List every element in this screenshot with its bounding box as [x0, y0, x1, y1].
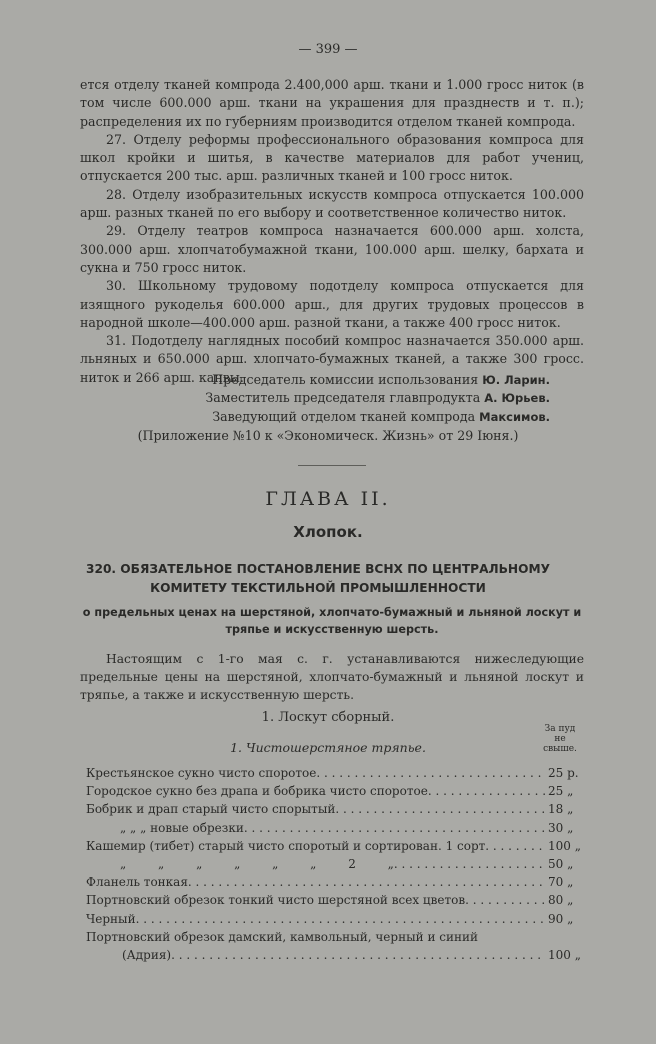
price-row — [86, 855, 598, 873]
decree-title: 320. ОБЯЗАТЕЛЬНОЕ ПОСТАНОВЛЕНИЕ ВСНХ ПО ЦЕНТРАЛЬНОМУ КОМИТЕТУ ТЕКСТИЛЬНОЙ ПРОМЫШЛЕННОСТИ — [85, 562, 551, 595]
item-price: 70 „ — [548, 875, 574, 890]
price-list — [86, 764, 598, 964]
paragraph-27: 27. Отделу реформы профессионального образования компроса для школ кройки и шитья, в качестве материалов для работ учениц, отпускается 200 тыс. арш. различных тканей и 100 гросс ниток. — [80, 131, 584, 184]
price-row — [86, 946, 598, 964]
signatures — [80, 371, 550, 426]
price-row — [86, 910, 598, 928]
item-name: „ „ „ новые обрезки — [120, 820, 244, 835]
item-price: 30 „ — [548, 820, 574, 835]
section-title: 1. Лоскут сборный. — [261, 710, 395, 725]
item-name: Портновский обрезок тонкий чисто шерстяной всех цветов — [86, 893, 466, 908]
signature-role: Заведующий отделом тканей компрода — [212, 408, 476, 424]
paragraph: ется отделу тканей компрода 2.400,000 арш. ткани и 1.000 гросс ниток (в том числе 600.000 арш. ткани на украшения для празднеств и т. п.); распределения их по губерниям производится отделом тканей компрода. — [80, 77, 584, 129]
item-name: Крестьянское сукно чисто споротое — [86, 766, 317, 780]
item-price — [546, 928, 598, 946]
item-name: Кашемир (тибет) старый чисто споротый и сортирован. 1 сорт — [86, 838, 486, 853]
item-name: Портновский обрезок дамский, камвольный, черный и синий — [86, 929, 478, 944]
item-price: 100 „ — [548, 838, 581, 853]
item-price: 100 „ — [548, 948, 581, 963]
price-row — [86, 764, 598, 782]
page-number: — 399 — — [298, 42, 358, 57]
signature-name: Ю. Ларин. — [482, 373, 550, 387]
paragraph-29: 29. Отделу театров компроса назначается 600.000 арш. холста, 300.000 арш. хлопчатобумажной ткани, 100.000 арш. шелку, бархата и сукна и 750 гросс ниток. — [80, 223, 584, 275]
signature-name: Максимов. — [479, 409, 550, 424]
item-price: 25 „ — [548, 784, 574, 799]
item-name: Фланель тонкая — [86, 875, 188, 890]
intro-paragraph: Настоящим с 1-го мая с. г. устанавливаются нижеследующие предельные цены на шерстяной, хлопчато-бумажный и льняной лоскут и тряпье, а также и искусственную шерсть. — [80, 652, 584, 702]
price-row — [86, 928, 598, 946]
item-price: 25 р. — [548, 766, 579, 780]
divider — [298, 465, 366, 466]
price-row — [86, 837, 598, 855]
signature-role: Председатель комиссии использования — [212, 372, 479, 387]
item-name: Городское сукно без драпа и бобрика чисто споротое — [86, 784, 428, 799]
price-row — [86, 819, 598, 837]
price-row — [86, 873, 598, 891]
chapter-title: Хлопок. — [293, 523, 363, 541]
price-row — [86, 800, 598, 818]
paragraph-31: 31. Подотделу наглядных пособий компрос назначается 350.000 арш. льняных и 650.000 арш. хлопчато-бумажных тканей, а также 300 гросс. ниток и 266 арш. канвы. — [80, 333, 584, 385]
price-row — [86, 782, 598, 800]
signature-name: А. Юрьев. — [484, 391, 550, 406]
chapter-heading: ГЛАВА II. — [265, 488, 391, 510]
item-name: (Адрия) — [122, 948, 172, 963]
item-price: 80 „ — [548, 893, 574, 908]
price-row — [86, 891, 598, 909]
signature-line — [80, 408, 550, 426]
item-name: Бобрик и драп старый чисто спорытый — [86, 802, 336, 817]
body-text — [80, 76, 584, 387]
paragraph-28: 28. Отделу изобразительных искусств компроса отпускается 100.000 арш. разных тканей по его выбору и соответственное количество ниток. — [80, 186, 584, 221]
paragraph-30: 30. Школьному трудовому подотделу компроса отпускается для изящного рукоделья 600.000 арш., для других трудовых процессов в народной школе—400.000 арш. разной ткани, а также 400 гросс ниток. — [80, 278, 584, 330]
signature-role: Заместитель председателя главпродукта — [205, 390, 481, 406]
item-price: 90 „ — [548, 911, 574, 926]
signature-line — [80, 371, 550, 389]
appendix-note: (Приложение №10 к «Экономическ. Жизнь» от 29 Іюня.) — [137, 428, 519, 443]
price-column-header: За пуд не свыше. — [543, 724, 577, 754]
item-name: Черный — [86, 911, 136, 926]
subsection-title: 1. Чистошерстяное тряпье. — [230, 740, 426, 755]
item-price: 50 „ — [548, 857, 574, 872]
signature-line — [80, 389, 550, 407]
item-name: „ „ „ „ „ „ 2 „ — [120, 857, 394, 872]
decree-subtitle: о предельных ценах на шерстяной, хлопчато-бумажный и льняной лоскут и тряпье и искусственную шерсть. — [82, 606, 582, 636]
item-price: 18 „ — [548, 802, 574, 817]
